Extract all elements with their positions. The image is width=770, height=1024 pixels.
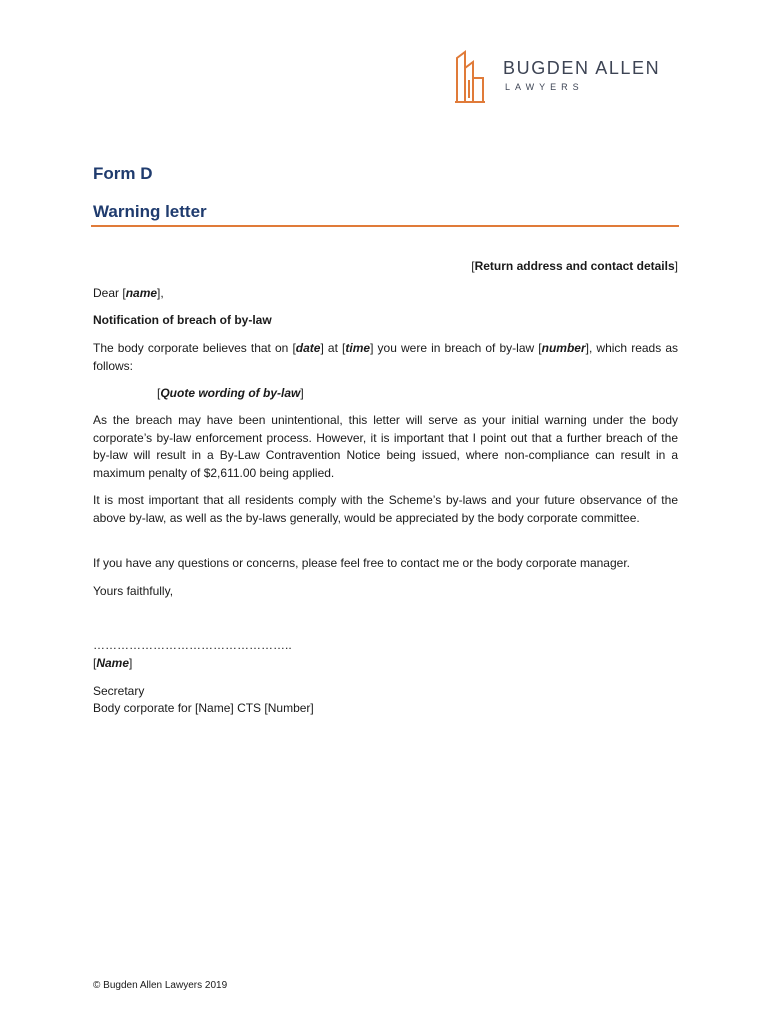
salutation — [93, 285, 678, 303]
return-address-text: Return address and contact details — [474, 259, 675, 273]
p1-text-a: The body corporate believes that on [ — [93, 341, 296, 355]
salutation-prefix: Dear [ — [93, 286, 126, 300]
sig-bracket-close: ] — [129, 656, 133, 670]
logo-subtitle: LAWYERS — [505, 82, 584, 92]
p1-text-c: ] you were in breach of by-law [ — [370, 341, 542, 355]
return-address-placeholder — [93, 258, 678, 276]
time-placeholder: time — [345, 341, 371, 355]
signatory-name — [93, 655, 678, 673]
paragraph-contact: If you have any questions or concerns, please feel free to contact me or the body corporate manager. — [93, 556, 630, 570]
document-title: Warning letter — [93, 202, 207, 221]
salutation-name-placeholder: name — [125, 286, 158, 300]
number-placeholder: number — [541, 341, 586, 355]
quote-bracket-open: [ — [157, 386, 161, 400]
paragraph-breach — [93, 340, 678, 375]
quote-placeholder — [157, 385, 657, 403]
body-corporate-line: Body corporate for [Name] CTS [Number] — [93, 701, 314, 715]
signatory-name-placeholder: Name — [96, 656, 130, 670]
bracket-open: [ — [471, 259, 475, 273]
subject-line: Notification of breach of by-law — [93, 313, 272, 327]
footer-copyright: © Bugden Allen Lawyers 2019 — [93, 980, 228, 991]
title-underline — [91, 225, 679, 227]
signatory-role: Secretary — [93, 684, 145, 698]
sig-bracket-open: [ — [93, 656, 97, 670]
quote-bracket-close: ] — [300, 386, 304, 400]
company-logo — [453, 50, 693, 106]
date-placeholder: date — [295, 341, 321, 355]
form-title: Form D — [93, 164, 153, 183]
paragraph-compliance: It is most important that all residents comply with the Scheme’s by-laws and your future observance of the above by-law, as well as the by-laws generally, would be appreciated by the body corporate committee. — [93, 493, 678, 525]
bracket-close: ] — [674, 259, 678, 273]
quote-text: Quote wording of by-law — [160, 386, 301, 400]
building-logo-icon — [453, 50, 493, 106]
signature-line: ………………………………………….. — [93, 638, 292, 652]
closing: Yours faithfully, — [93, 584, 174, 598]
logo-name: BUGDEN ALLEN — [503, 58, 661, 78]
paragraph-warning: As the breach may have been unintentional, this letter will serve as your initial warning under the body corporate’s by-law enforcement process. However, it is important that I point out that a further breach of the by-law will result in a By-Law Contravention Notice being issued, where non-compliance can result in a maximum penalty of $2,611.00 being applied. — [93, 413, 678, 480]
p1-text-b: ] at [ — [320, 341, 346, 355]
salutation-suffix: ], — [157, 286, 164, 300]
p1-text-d: ], which reads as follows: — [93, 341, 679, 373]
